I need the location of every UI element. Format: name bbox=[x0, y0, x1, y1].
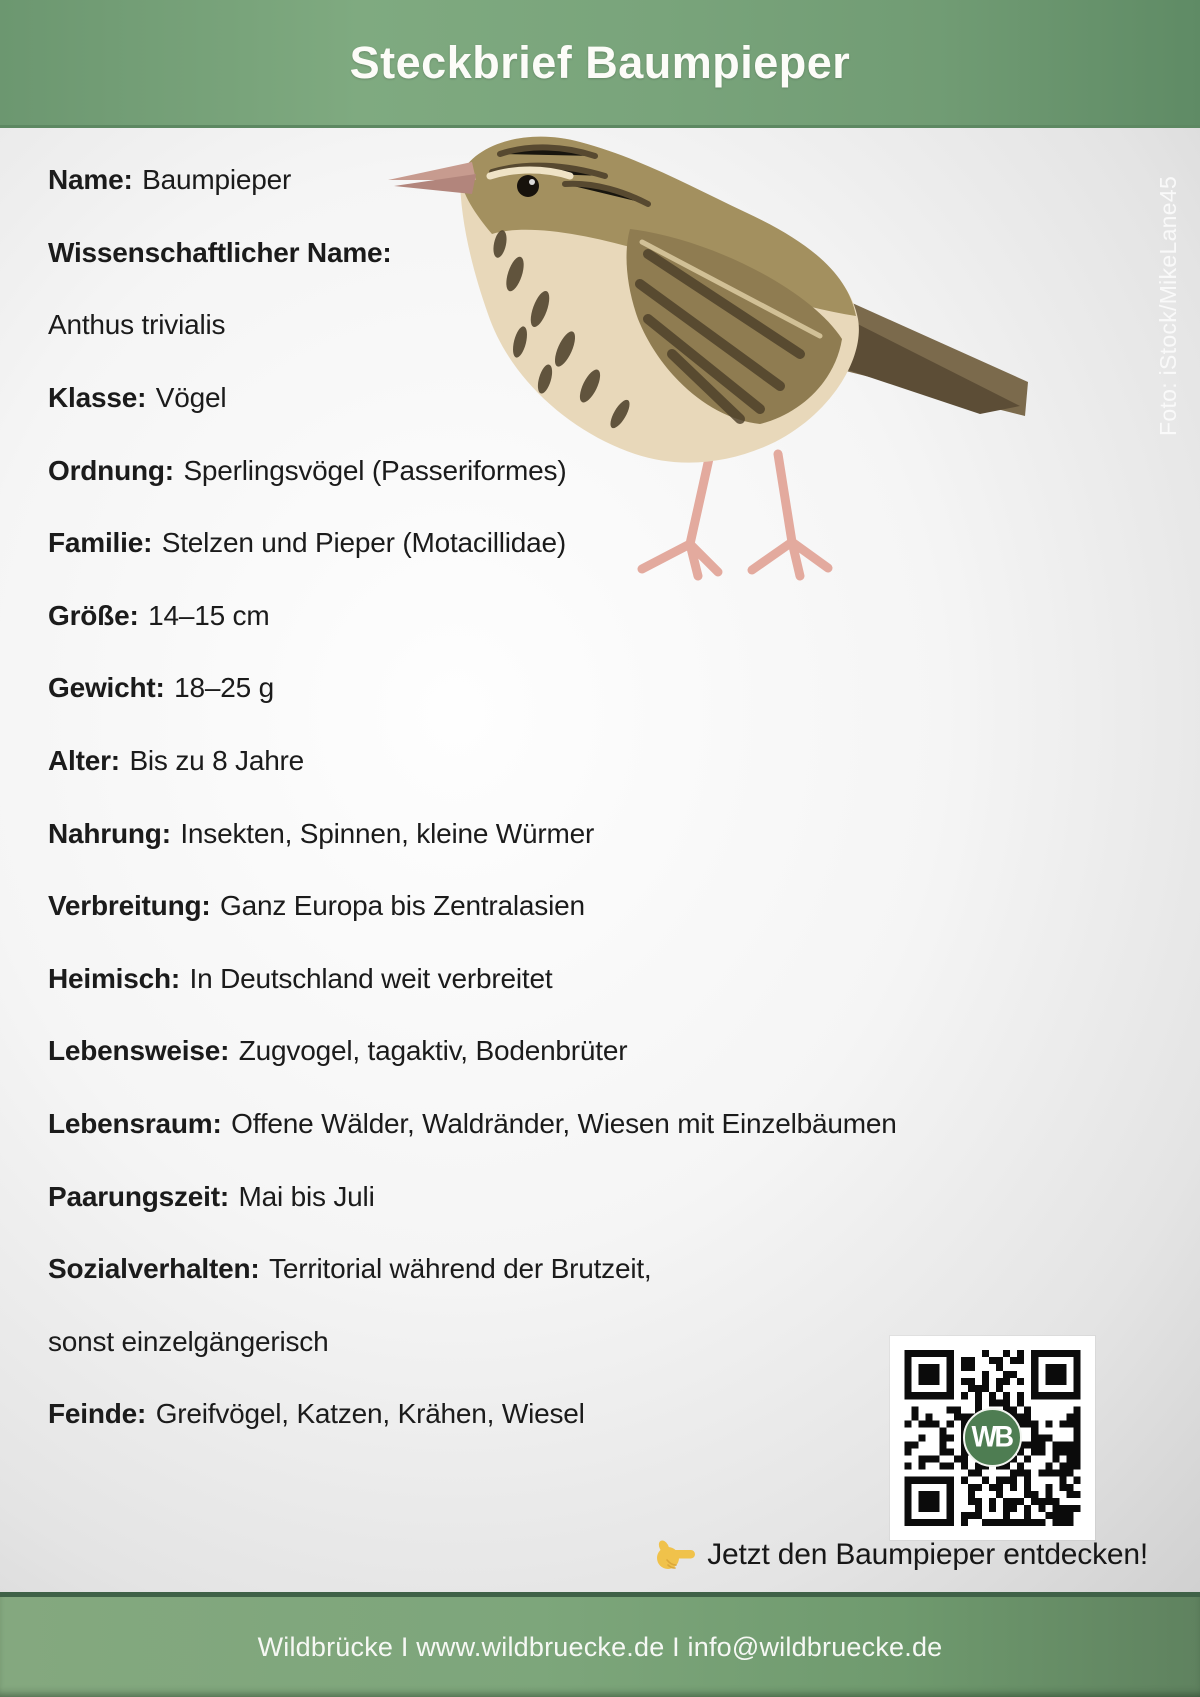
fact-klasse: Klasse: Vögel bbox=[48, 382, 227, 414]
header bbox=[0, 0, 1200, 128]
fact-paarungszeit: Paarungszeit: Mai bis Juli bbox=[48, 1180, 375, 1212]
page-title: Steckbrief Baumpieper bbox=[349, 36, 851, 88]
fact-alter: Alter: Bis zu 8 Jahre bbox=[48, 745, 305, 777]
fact-scientific-name-value: Anthus trivialis bbox=[48, 309, 226, 341]
qr-code bbox=[890, 1336, 1095, 1540]
qr-logo-text: WB bbox=[971, 1420, 1012, 1454]
footer bbox=[0, 1592, 1200, 1697]
photo-credit: Foto: iStock/MikeLane45 bbox=[1155, 175, 1181, 436]
fact-gewicht: Gewicht: 18–25 g bbox=[48, 672, 274, 704]
fact-groesse: Größe: 14–15 cm bbox=[48, 599, 270, 631]
fact-scientific-name-label: Wissenschaftlicher Name: bbox=[48, 236, 392, 268]
fact-feinde: Feinde: Greifvögel, Katzen, Krähen, Wiesel bbox=[48, 1398, 585, 1430]
cta-text: Jetzt den Baumpieper entdecken! bbox=[707, 1538, 1148, 1571]
qr-logo-badge bbox=[963, 1408, 1022, 1467]
fact-sozialverhalten: Sozialverhalten: Territorial während der Brutzeit, bbox=[48, 1253, 652, 1285]
pointing-hand-icon bbox=[655, 1538, 697, 1572]
cta-line bbox=[655, 1538, 1148, 1572]
fact-lebensweise: Lebensweise: Zugvogel, tagaktiv, Bodenbrüter bbox=[48, 1035, 628, 1067]
fact-lebensraum: Lebensraum: Offene Wälder, Waldränder, Wiesen mit Einzelbäumen bbox=[48, 1108, 897, 1140]
fact-familie: Familie: Stelzen und Pieper (Motacillidae) bbox=[48, 527, 567, 559]
fact-nahrung: Nahrung: Insekten, Spinnen, kleine Würmer bbox=[48, 817, 595, 849]
fact-sozialverhalten-cont: sonst einzelgängerisch bbox=[48, 1325, 329, 1357]
fact-name: Name: Baumpieper bbox=[48, 164, 292, 196]
facts-list bbox=[48, 144, 1068, 1451]
fact-ordnung: Ordnung: Sperlingsvögel (Passeriformes) bbox=[48, 454, 567, 486]
fact-verbreitung: Verbreitung: Ganz Europa bis Zentralasien bbox=[48, 890, 585, 922]
footer-text: Wildbrücke I www.wildbruecke.de I info@wildbruecke.de bbox=[257, 1631, 943, 1662]
fact-heimisch: Heimisch: In Deutschland weit verbreitet bbox=[48, 962, 553, 994]
